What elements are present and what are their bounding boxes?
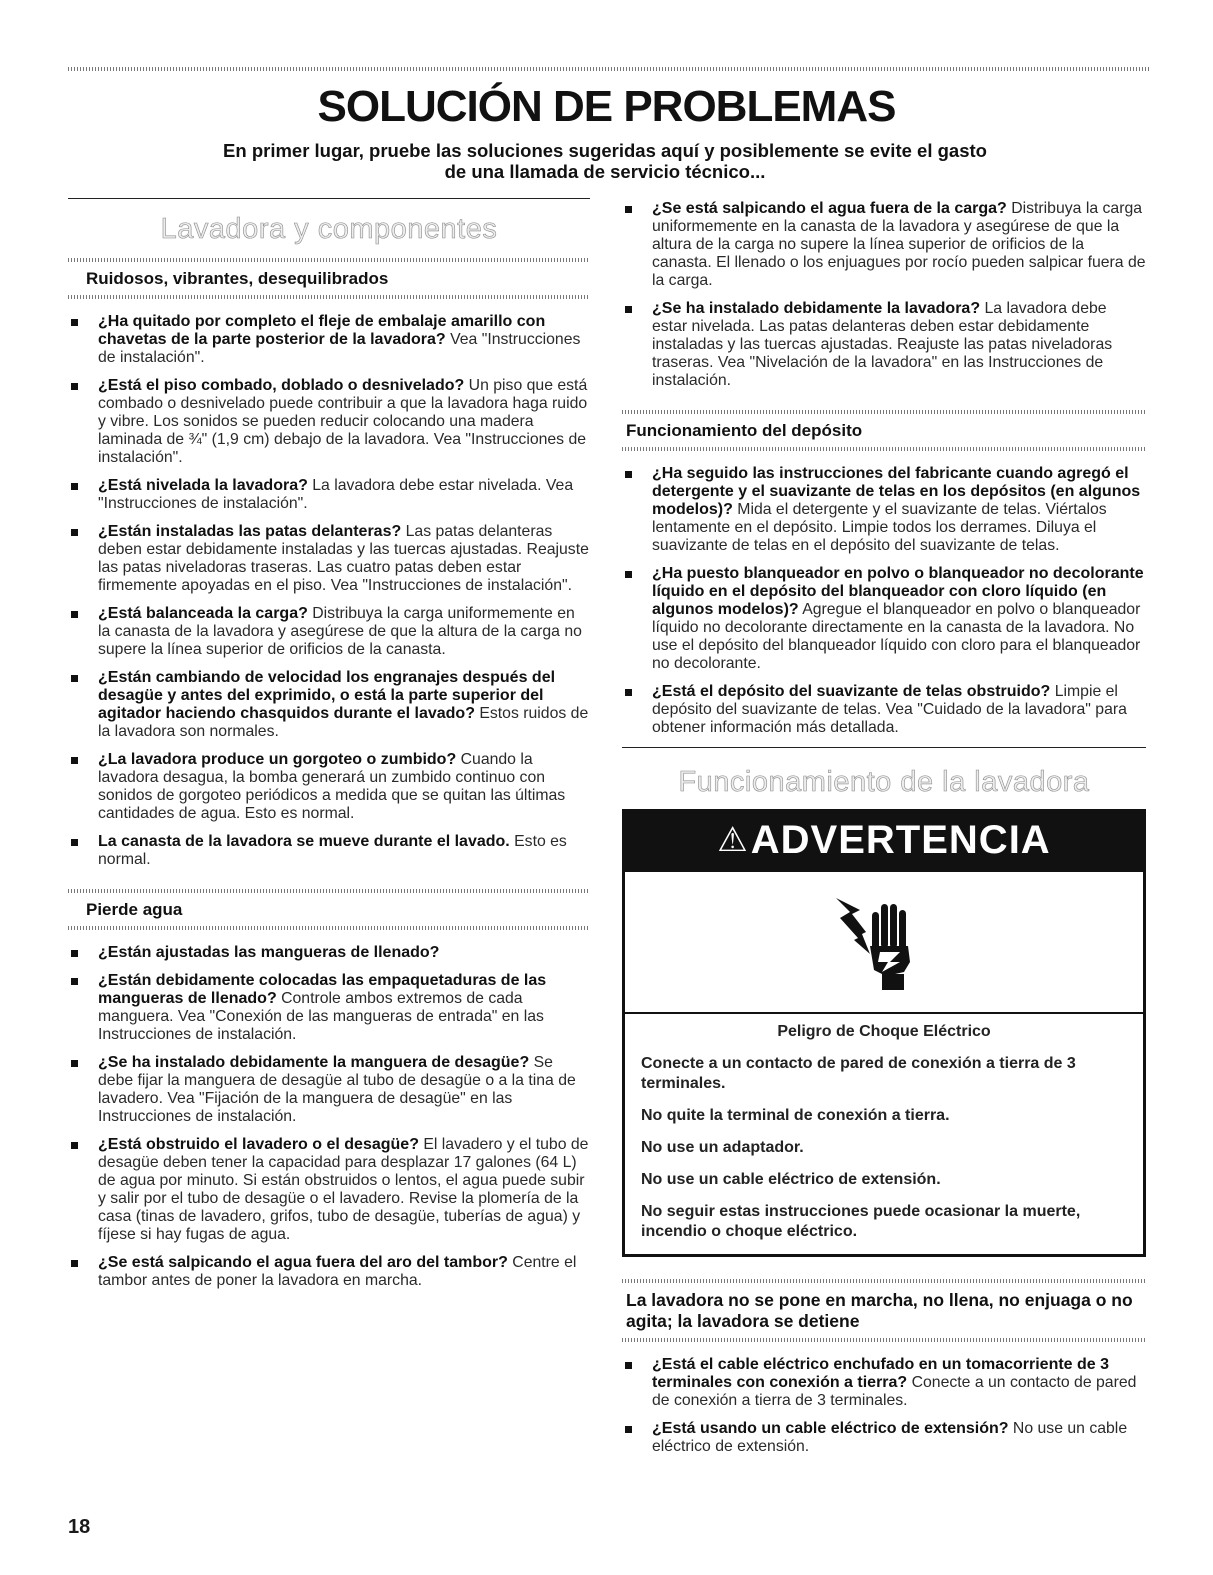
- list-item: [68, 1254, 590, 1290]
- page-number: 18: [68, 1516, 91, 1538]
- item-answer: Vea "Instrucciones de instalación".: [98, 331, 581, 366]
- warning-line: Conecte a un contacto de pared de conexión a tierra de 3 terminales.: [641, 1055, 1076, 1092]
- electric-shock-hand-icon: [830, 890, 940, 996]
- item-question: ¿Está nivelada la lavadora?: [98, 477, 308, 494]
- item-question: La canasta de la lavadora se mueve durante el lavado.: [98, 833, 510, 850]
- list-ruidosos: [68, 313, 590, 869]
- warning-banner-text: ADVERTENCIA: [750, 818, 1051, 862]
- warning-banner: [625, 812, 1143, 872]
- item-question: ¿Están debidamente colocadas las empaquetaduras de las mangueras de llenado?: [98, 972, 547, 1007]
- subtitle-line-2: de una llamada de servicio técnico...: [444, 161, 766, 182]
- item-question: ¿Están cambiando de velocidad los engranajes después del desagüe y antes del exprimido, o está la parte superior del agitador haciendo chasquidos durante el lavado?: [98, 669, 556, 722]
- top-dotted-rule: [68, 67, 1150, 71]
- item-answer: Centre el tambor antes de poner la lavadora en marcha.: [98, 1254, 577, 1289]
- subtitle-line-1: En primer lugar, pruebe las soluciones sugeridas aquí y posiblemente se evite el gasto: [223, 140, 987, 161]
- section-title-funcionamiento: Funcionamiento de la lavadora: [678, 766, 1090, 798]
- warning-box: [622, 809, 1146, 1257]
- item-question: ¿Está el piso combado, doblado o desnivelado?: [98, 377, 465, 394]
- item-question: ¿Se ha instalado debidamente la manguera de desagüe?: [98, 1054, 530, 1071]
- subheading-deposito: Funcionamiento del depósito: [626, 421, 863, 440]
- item-answer: Mida el detergente y el suavizante de telas. Viértalos lentamente en el depósito. Limpie todos los derrames. Diluya el suavizante de telas en el depósito del suavizante de telas.: [652, 501, 1107, 554]
- warning-icon-area: [625, 872, 1143, 1014]
- item-question: ¿Está el cable eléctrico enchufado en un tomacorriente de 3 terminales con conexión a tierra?: [652, 1356, 1110, 1391]
- item-question: ¿Ha quitado por completo el fleje de embalaje amarillo con chavetas de la parte posterior de la lavadora?: [98, 313, 546, 348]
- dotted-rule: [622, 1338, 1146, 1342]
- list-item: [68, 313, 590, 367]
- warning-body: [625, 1014, 1143, 1254]
- page-subtitle: [180, 140, 1030, 182]
- item-answer: El lavadero y el tubo de desagüe deben tener la capacidad para desplazar 17 galones (64 L) de agua por minuto. Si están obstruidos o lentos, el agua puede subir y salir por el tubo de desagüe o el lavadero. Revise la plomería de la casa (tinas de lavadero, grifos, tubo de desagüe, tuberías de agua) y fíjese si hay fugas de agua.: [98, 1136, 589, 1243]
- dotted-rule: [68, 295, 590, 299]
- item-question: ¿Están instaladas las patas delanteras?: [98, 523, 402, 540]
- item-question: ¿Está balanceada la carga?: [98, 605, 308, 622]
- warning-line: No use un cable eléctrico de extensión.: [641, 1171, 941, 1188]
- item-answer: Cuando la lavadora desagua, la bomba generará un zumbido continuo con sonidos de gorgoteo periódicos a medida que se quitan las últimas cantidades de agua. Esto es normal.: [98, 751, 566, 822]
- item-question: ¿Está usando un cable eléctrico de extensión?: [652, 1420, 1009, 1437]
- list-item: [622, 1420, 1146, 1456]
- item-question: ¿Se está salpicando el agua fuera de la carga?: [652, 200, 1007, 217]
- item-question: ¿Está obstruido el lavadero o el desagüe?: [98, 1136, 419, 1153]
- item-answer: Distribuya la carga uniformemente en la canasta de la lavadora y asegúrese de que la altura de la carga no supere la línea superior de orificios de la canasta. El llenado o los enjuagues por rocío pueden salpicar fuera de la carga.: [652, 200, 1146, 289]
- list-top-right: [622, 200, 1146, 390]
- list-item: [68, 833, 590, 869]
- list-no-arranca: [622, 1356, 1146, 1456]
- list-item: [622, 465, 1146, 555]
- page-title: SOLUCIÓN DE PROBLEMAS: [317, 82, 896, 131]
- subheading-no-arranca: La lavadora no se pone en marcha, no llena, no enjuaga o no agita; la lavadora se detiene: [626, 1290, 1133, 1331]
- list-item: [68, 751, 590, 823]
- list-item: [68, 377, 590, 467]
- section-rule: [68, 198, 590, 199]
- list-pierde-agua: [68, 944, 590, 1290]
- subheading-pierde-agua: Pierde agua: [86, 900, 183, 919]
- list-item: [68, 1136, 590, 1244]
- subheading-ruidosos: Ruidosos, vibrantes, desequilibrados: [86, 269, 389, 288]
- warning-line: No quite la terminal de conexión a tierra.: [641, 1107, 950, 1124]
- item-answer: Distribuya la carga uniformemente en la canasta de la lavadora y asegúrese de que la altura de la carga no supere la línea superior de orificios de la canasta.: [98, 605, 582, 658]
- dotted-rule: [68, 926, 590, 930]
- item-question: ¿Se está salpicando el agua fuera del aro del tambor?: [98, 1254, 508, 1271]
- item-answer: La lavadora debe estar nivelada. Vea "Instrucciones de instalación".: [98, 477, 574, 512]
- item-answer: No use un cable eléctrico de extensión.: [652, 1420, 1128, 1455]
- list-item: [68, 972, 590, 1044]
- list-item: [622, 565, 1146, 673]
- list-item: [622, 300, 1146, 390]
- list-item: [68, 477, 590, 513]
- item-question: ¿Ha puesto blanqueador en polvo o blanqueador no decolorante líquido en el depósito del blanqueador con cloro líquido (en algunos modelos)?: [652, 565, 1144, 618]
- list-item: [68, 605, 590, 659]
- item-answer: Un piso que está combado o desnivelado puede contribuir a que la lavadora haga ruido y vibre. Los sonidos se pueden reducir colocando una madera laminada de ¾" (1,9 cm) debajo de la lavadora. Vea "Instrucciones de instalación".: [98, 377, 588, 466]
- list-item: [68, 1054, 590, 1126]
- item-answer: La lavadora debe estar nivelada. Las patas delanteras deben estar debidamente instaladas y las tuercas ajustadas. Reajuste las patas niveladoras traseras. Vea "Nivelación de la lavadora" en las Instrucciones de instalación.: [652, 300, 1113, 389]
- item-answer: Estos ruidos de la lavadora son normales.: [98, 705, 589, 740]
- dotted-rule: [622, 447, 1146, 451]
- left-column: [68, 198, 590, 1300]
- section-title-lavadora: Lavadora y componentes: [160, 213, 498, 245]
- list-item: [68, 523, 590, 595]
- list-item: [68, 944, 590, 962]
- item-answer: Conecte a un contacto de pared de conexión a tierra de 3 terminales.: [652, 1374, 1137, 1409]
- list-item: [622, 683, 1146, 737]
- warning-line: No use un adaptador.: [641, 1139, 804, 1156]
- warning-hazard-title: Peligro de Choque Eléctrico: [777, 1023, 991, 1040]
- list-deposito: [622, 465, 1146, 737]
- section-rule: [622, 747, 1146, 748]
- item-answer: Las patas delanteras deben estar debidamente instaladas y las tuercas ajustadas. Reajuste las patas niveladoras traseras. Las cuatro patas deben estar firmemente apoyadas en el piso. Vea "Instrucciones de instalación".: [98, 523, 589, 594]
- item-answer: Se debe fijar la manguera de desagüe al tubo de desagüe o a la tina de lavadero. Vea "Fijación de la manguera de desagüe" en las Instrucciones de instalación.: [98, 1054, 576, 1125]
- item-question: ¿Están ajustadas las mangueras de llenado?: [98, 944, 440, 961]
- warning-triangle-icon: ⚠: [717, 821, 749, 859]
- item-question: ¿La lavadora produce un gorgoteo o zumbido?: [98, 751, 457, 768]
- warning-line: No seguir estas instrucciones puede ocasionar la muerte, incendio o choque eléctrico.: [641, 1203, 1081, 1240]
- item-question: ¿Se ha instalado debidamente la lavadora?: [652, 300, 981, 317]
- list-item: [68, 669, 590, 741]
- item-question: ¿Está el depósito del suavizante de telas obstruido?: [652, 683, 1051, 700]
- list-item: [622, 1356, 1146, 1410]
- item-answer: Limpie el depósito del suavizante de telas. Vea "Cuidado de la lavadora" para obtener información más detallada.: [652, 683, 1127, 736]
- item-answer: Esto es normal.: [98, 833, 567, 868]
- item-answer: Controle ambos extremos de cada manguera. Vea "Conexión de las mangueras de entrada" en las Instrucciones de instalación.: [98, 990, 544, 1043]
- item-question: ¿Ha seguido las instrucciones del fabricante cuando agregó el detergente y el suavizante de telas en los depósitos (en algunos modelos)?: [652, 465, 1141, 518]
- item-answer: Agregue el blanqueador en polvo o blanqueador líquido no decolorante directamente en la canasta de la lavadora. No use el depósito del blanqueador líquido con cloro para el blanqueador no decolorante.: [652, 601, 1141, 672]
- list-item: [622, 200, 1146, 290]
- right-column: [622, 198, 1146, 1466]
